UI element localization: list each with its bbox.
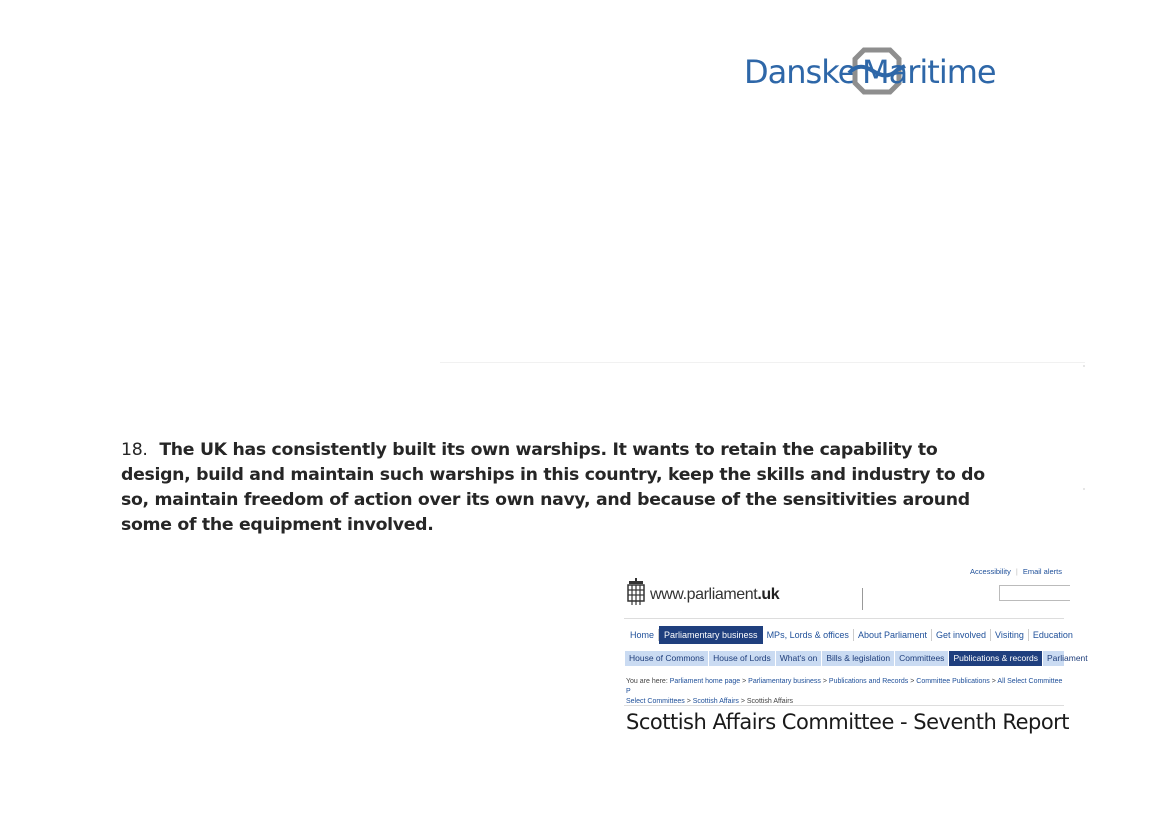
link-email-alerts[interactable]: Email alerts: [1022, 567, 1062, 576]
nav-mps-lords-offices[interactable]: MPs, Lords & offices: [763, 629, 854, 641]
quote-paragraph: [121, 438, 1001, 538]
nav-get-involved[interactable]: Get involved: [932, 629, 991, 641]
nav-education[interactable]: Education: [1032, 630, 1073, 640]
portcullis-icon: [626, 578, 646, 606]
quote-number: 18.: [121, 440, 148, 460]
nav-home[interactable]: Home: [626, 629, 659, 641]
breadcrumb-link[interactable]: Parliament home page: [669, 678, 741, 685]
breadcrumb: You are here: Parliament home page > Parliamentary business > Publications and Records > Committee Publications > All Select Committee P Select Committees > Scottish Affairs > Scottish Affairs: [626, 678, 1063, 705]
decor-dot: [1083, 365, 1085, 367]
breadcrumb-current: Scottish Affairs: [746, 698, 794, 705]
subnav-bills-legislation[interactable]: Bills & legislation: [822, 651, 895, 666]
secondary-nav: [625, 651, 1088, 666]
parliament-website-screenshot: [624, 560, 1088, 750]
report-title: Scottish Affairs Committee - Seventh Report: [626, 710, 1070, 734]
subnav-committees[interactable]: Committees: [895, 651, 949, 666]
search-input[interactable]: [999, 585, 1070, 601]
logo-text-left: Danske: [744, 53, 857, 91]
subnav-house-of-lords[interactable]: House of Lords: [709, 651, 776, 666]
breadcrumb-link[interactable]: Publications and Records: [828, 678, 909, 685]
header-rule: [624, 618, 1064, 619]
subnav-parliament[interactable]: Parliament: [1043, 651, 1093, 666]
breadcrumb-prefix: You are here:: [626, 678, 668, 685]
content-rule: [624, 705, 1064, 706]
quote-text: The UK has consistently built its own warships. It wants to retain the capability to design, build and maintain such warships in this country, keep the skills and industry to do so, maintain freedom of action over its own navy, and because of the sensitivities around some of the equipment involved.: [121, 440, 985, 535]
primary-nav: [626, 626, 1077, 644]
header-divider: [862, 588, 863, 610]
link-accessibility[interactable]: Accessibility: [970, 567, 1011, 576]
site-name[interactable]: www.parliament.uk: [650, 586, 780, 603]
subnav-publications-records[interactable]: Publications & records: [949, 651, 1043, 666]
subnav-whats-on[interactable]: What's on: [776, 651, 823, 666]
nav-visiting[interactable]: Visiting: [991, 629, 1029, 641]
nav-about-parliament[interactable]: About Parliament: [854, 629, 932, 641]
breadcrumb-link[interactable]: Committee Publications: [916, 678, 990, 685]
logo-text-right: Maritime: [862, 53, 996, 91]
breadcrumb-link[interactable]: Parliamentary business: [748, 678, 821, 685]
top-utility-links: Accessibility | Email alerts: [970, 567, 1062, 576]
decor-dot: [1083, 488, 1085, 490]
nav-parliamentary-business[interactable]: Parliamentary business: [659, 626, 763, 644]
breadcrumb-link[interactable]: Scottish Affairs: [692, 698, 739, 705]
breadcrumb-link[interactable]: Select Committees: [626, 698, 685, 705]
danske-maritime-logo: [744, 48, 1038, 96]
breadcrumb-link[interactable]: All Select Committee P: [626, 678, 1063, 695]
subnav-house-of-commons[interactable]: House of Commons: [625, 651, 709, 666]
divider-line: [440, 362, 1085, 363]
